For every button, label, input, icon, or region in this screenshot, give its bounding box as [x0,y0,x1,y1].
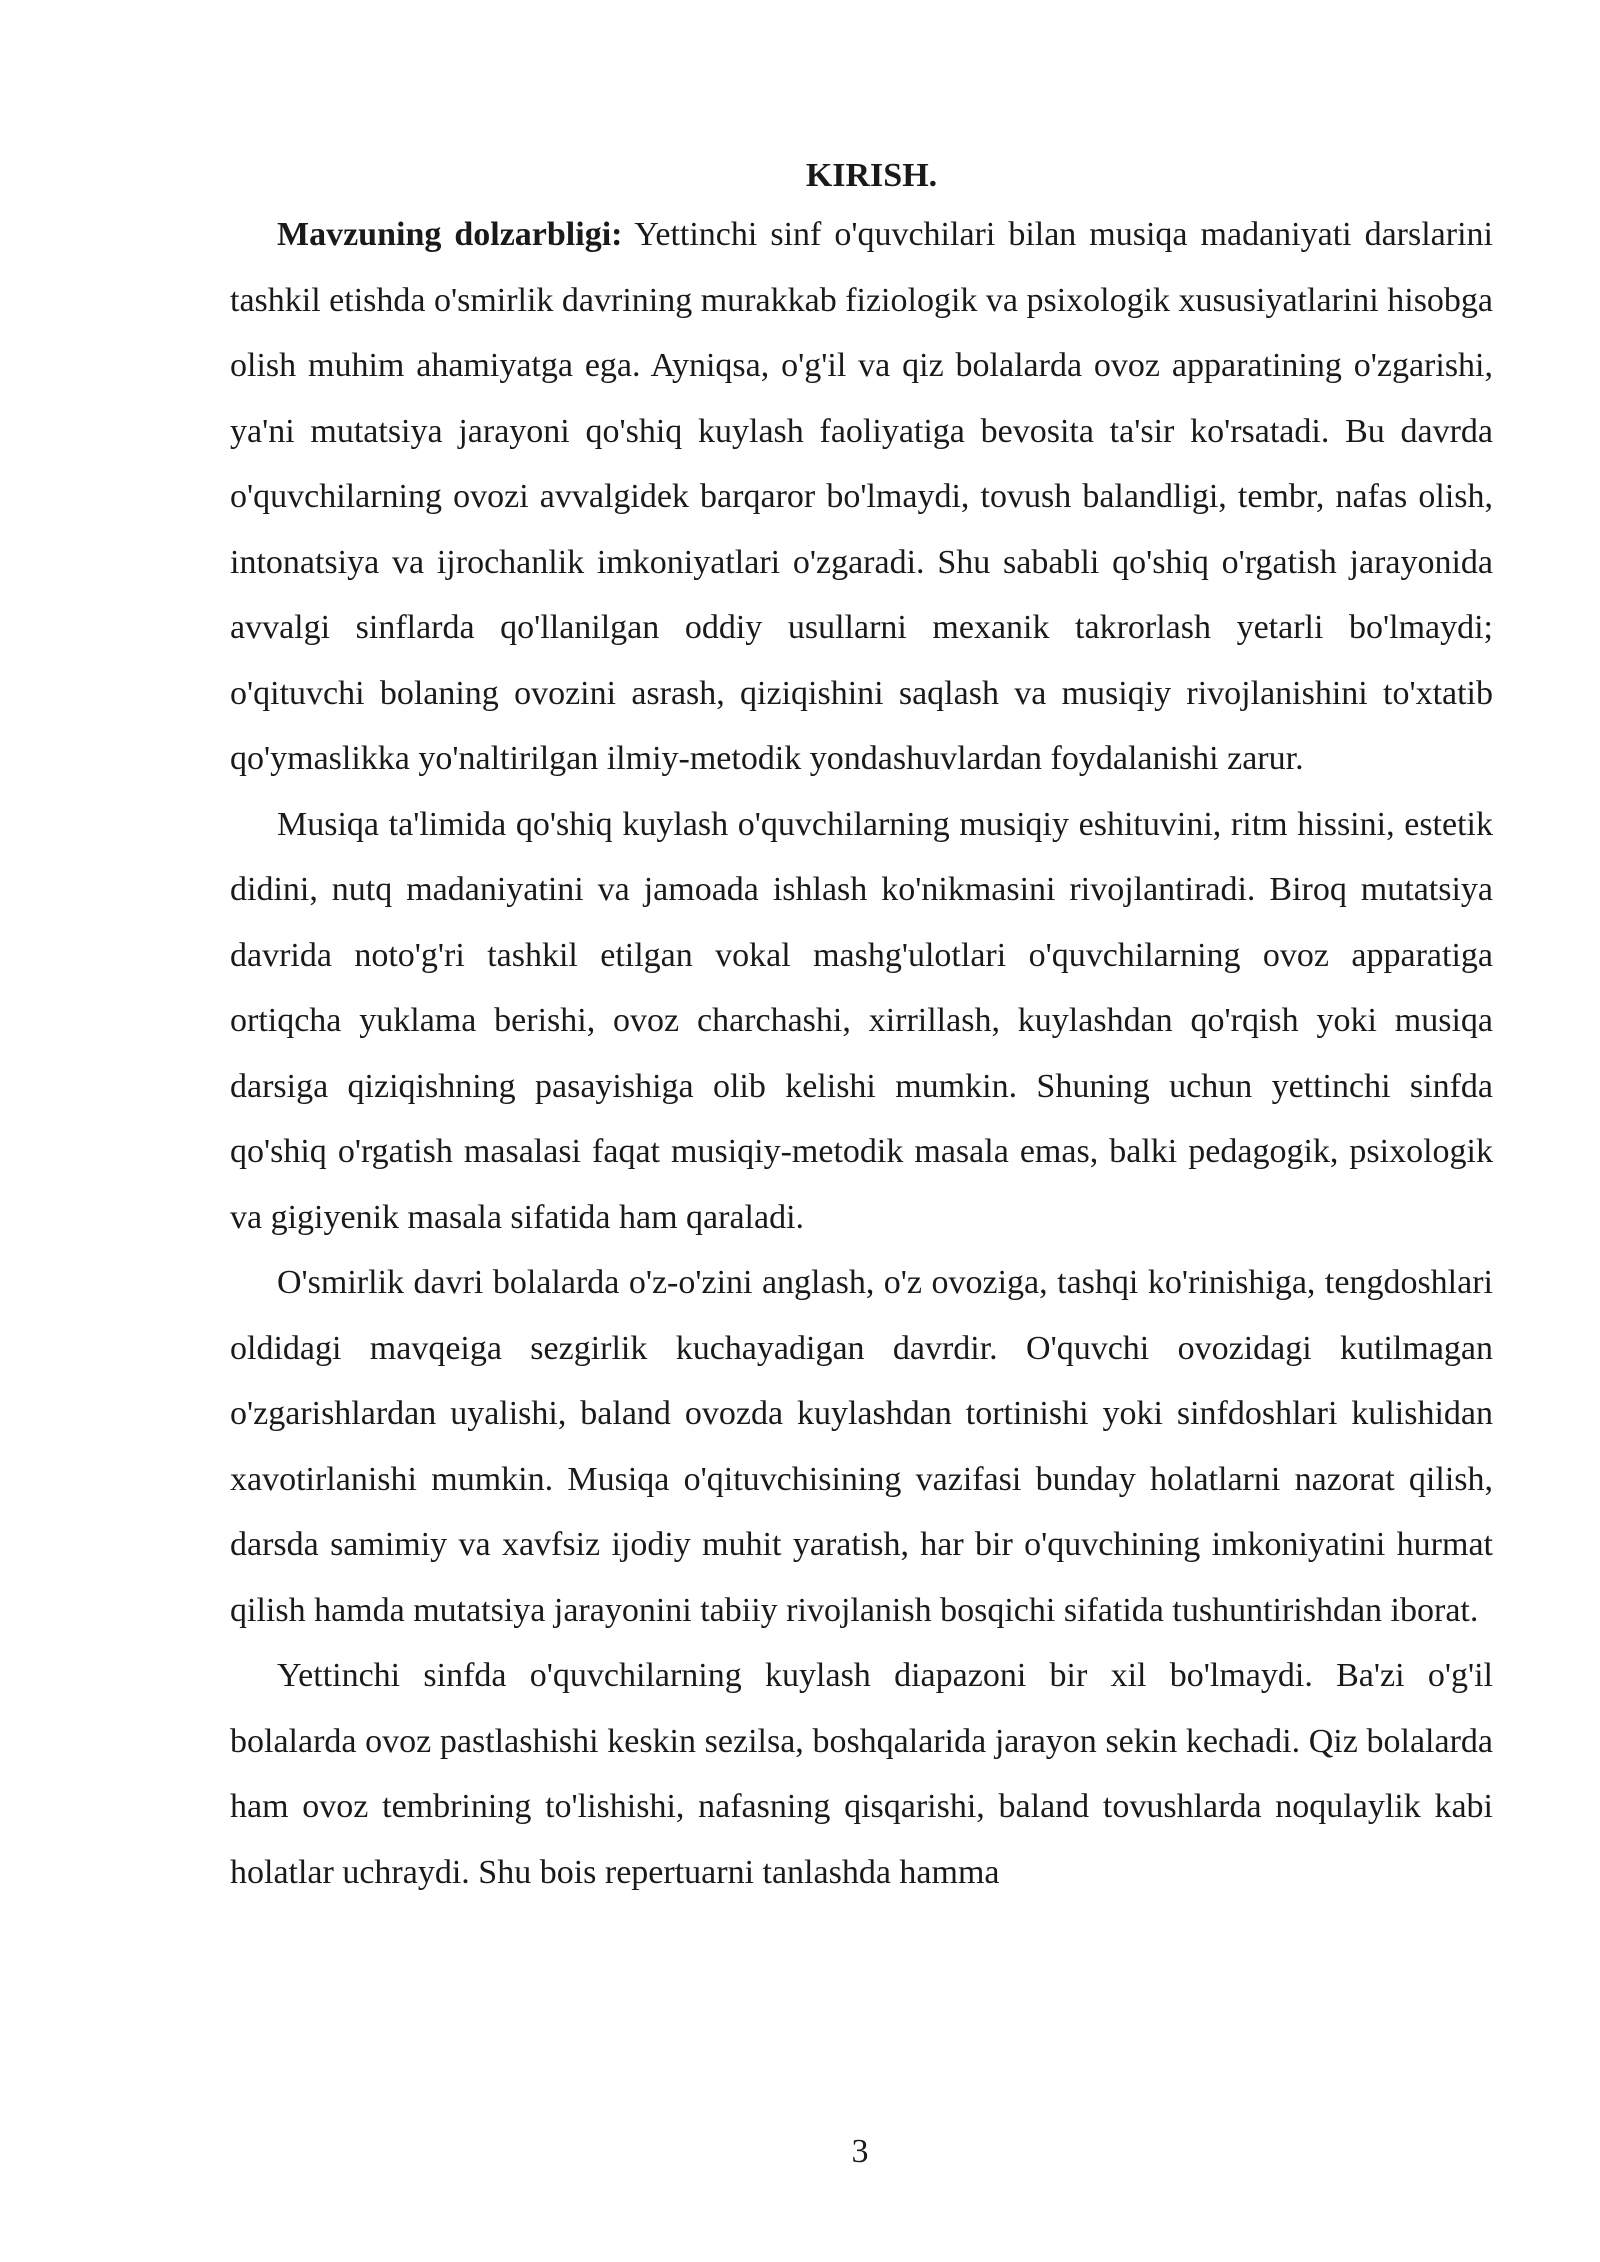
paragraph-4 [230,1643,1493,1905]
section-heading: KIRISH. [805,157,938,194]
page-number: 3 [851,2133,869,2170]
page-content [230,152,1493,1905]
paragraph-text: Yettinchi sinf o'quvchilari bilan musiqa madaniyati darslarini tashkil etishda o'smirlik davrining murakkab fiziologik va psixologik xususiyatlarini hisobga olish muhim ahamiyatga ega. Ayniqsa, o'g'il va qiz bolalarda ovoz apparatining o'zgarishi, ya'ni mutatsiya jarayoni qo'shiq kuylash faoliyatiga bevosita ta'sir ko'rsatadi. Bu davrda o'quvchilarning ovozi avvalgidek barqaror bo'lmaydi, tovush balandligi, tembr, nafas olish, intonatsiya va ijrochanlik imkoniyatlari o'zgaradi. Shu sababli qo'shiq o'rgatish jarayonida avvalgi sinflarda qo'llanilgan oddiy usullarni mexanik takrorlash yetarli bo'lmaydi; o'qituvchi bolaning ovozini asrash, qiziqishini saqlash va musiqiy rivojlanishini to'xtatib qo'ymaslikka yo'naltirilgan ilmiy-metodik yondashuvlardan foydalanishi zarur. [230,216,1494,777]
paragraph-lead: Mavzuning dolzarbligi: [277,216,623,253]
paragraph-text: Yettinchi sinfda o'quvchilarning kuylash diapazoni bir xil bo'lmaydi. Ba'zi o'g'il bolalarda ovoz pastlashishi keskin sezilsa, boshqalarida jarayon sekin kechadi. Qiz bolalarda ham ovoz tembrining to'lishishi, nafasning qisqarishi, baland tovushlarda noqulaylik kabi holatlar uchraydi. Shu bois repertuarni tanlashda hamma [230,1657,1493,1891]
paragraph-text: O'smirlik davri bolalarda o'z-o'zini anglash, o'z ovoziga, tashqi ko'rinishiga, tengdoshlari oldidagi mavqeiga sezgirlik kuchayadigan davrdir. O'quvchi ovozidagi kutilmagan o'zgarishlardan uyalishi, baland ovozda kuylashdan tortinishi yoki sinfdoshlari kulishidan xavotirlanishi mumkin. Musiqa o'qituvchisining vazifasi bunday holatlarni nazorat qilish, darsda samimiy va xavfsiz ijodiy muhit yaratish, har bir o'quvchining imkoniyatini hurmat qilish hamda mutatsiya jarayonini tabiiy rivojlanish bosqichi sifatida tushuntirishdan iborat. [230,1264,1493,1629]
paragraph-text: Musiqa ta'limida qo'shiq kuylash o'quvchilarning musiqiy eshituvini, ritm hissini, estetik didini, nutq madaniyatini va jamoada ishlash ko'nikmasini rivojlantiradi. Biroq mutatsiya davrida noto'g'ri tashkil etilgan vokal mashg'ulotlari o'quvchilarning ovoz apparatiga ortiqcha yuklama berishi, ovoz charchashi, xirrillash, kuylashdan qo'rqish yoki musiqa darsiga qiziqishning pasayishiga olib kelishi mumkin. Shuning uchun yettinchi sinfda qo'shiq o'rgatish masalasi faqat musiqiy-metodik masala emas, balki pedagogik, psixologik va gigiyenik masala sifatida ham qaraladi. [230,805,1493,1236]
paragraph-3 [230,1250,1493,1643]
paragraph-1 [230,202,1493,792]
paragraph-2 [230,792,1493,1251]
